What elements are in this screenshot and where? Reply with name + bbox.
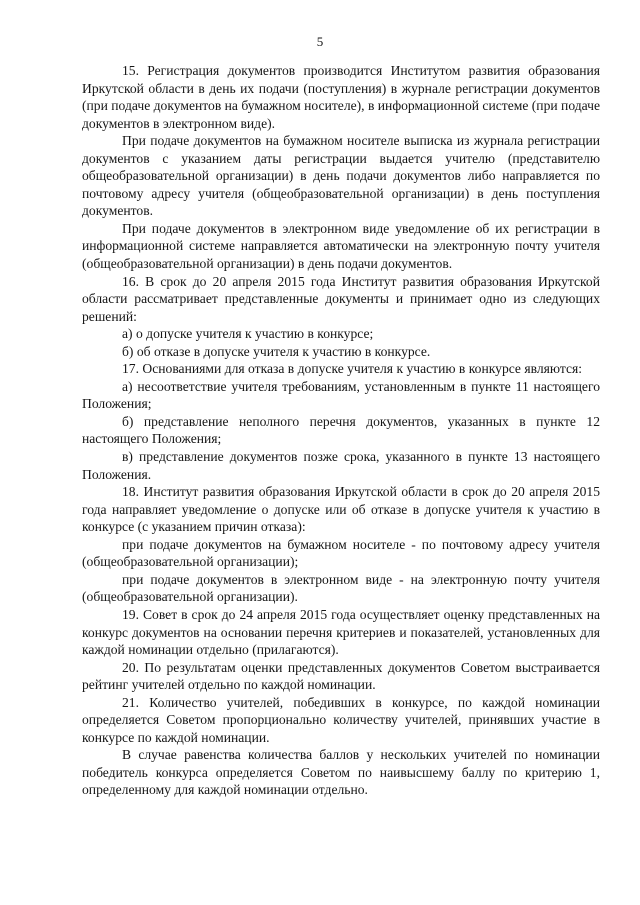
list-item-16b: б) об отказе в допуске учителя к участию в конкурсе. — [122, 343, 431, 359]
paragraph-electronic-submission: При подаче документов в электронном виде уведомление об их регистрации в информационной системе направляется автоматически на электронную почту учителя (общеобразовательной организации) в день подачи документов. — [82, 220, 600, 272]
paragraph-17: 17. Основаниями для отказа в допуске учителя к участию в конкурсе являются: — [122, 361, 583, 377]
paragraph-tie-rule: В случае равенства количества баллов у нескольких учителей по номинации победитель конкурса определяется Советом по наивысшему баллу по критерию 1, определенному для каждой номинации отдельно. — [82, 747, 600, 798]
document-body — [82, 62, 600, 799]
list-item-18-paper: при подаче документов на бумажном носителе - по почтовому адресу учителя (общеобразовательной организации); — [82, 536, 600, 570]
list-item-18-electronic: при подаче документов в электронном виде - на электронную почту учителя (общеобразовательной организации). — [82, 571, 600, 605]
list-item-17c: в) представление документов позже срока, указанного в пункте 13 настоящего Положения. — [82, 449, 600, 482]
list-item-16a: а) о допуске учителя к участию в конкурсе; — [122, 326, 374, 342]
paragraph-20: 20. По результатам оценки представленных документов Советом выстраивается рейтинг учителей отдельно по каждой номинации. — [82, 659, 600, 693]
paragraph-21: 21. Количество учителей, победивших в конкурсе, по каждой номинации определяется Советом пропорционально количеству учителей, принявших участие в конкурсе по каждой номинации. — [82, 694, 600, 745]
list-item-17a: а) несоответствие учителя требованиям, установленным в пункте 11 настоящего Положения; — [82, 378, 600, 412]
paragraph-15: 15. Регистрация документов производится Институтом развития образования Иркутской области в день их подачи (поступления) в журнале регистрации документов (при подаче документов на бумажном носителе), в информационной системе (при подаче документов в электронном виде). — [82, 63, 601, 131]
paragraph-19: 19. Совет в срок до 24 апреля 2015 года осуществляет оценку представленных на конкурс документов на основании перечня критериев и показателей, установленных для каждой номинации отдельно (прилагаются). — [82, 606, 600, 658]
paragraph-18: 18. Институт развития образования Иркутской области в срок до 20 апреля 2015 года направляет уведомление о допуске или об отказе в допуске учителя к участию в конкурсе (с указанием причин отказа): — [82, 484, 600, 535]
page-number: 5 — [316, 34, 324, 49]
paragraph-16: 16. В срок до 20 апреля 2015 года Институт развития образования Иркутской области рассматривает представленные документы и принимает одно из следующих решений: — [82, 273, 600, 324]
paragraph-paper-submission: При подаче документов на бумажном носителе выписка из журнала регистрации документов с указанием даты регистрации выдается учителю (представителю общеобразовательной организации) в день подачи документов либо направляется по почтовому адресу учителя (общеобразовательной организации) в день поступления документов. — [82, 133, 600, 219]
list-item-17b: б) представление неполного перечня документов, указанных в пункте 12 настоящего Положения; — [82, 413, 600, 447]
